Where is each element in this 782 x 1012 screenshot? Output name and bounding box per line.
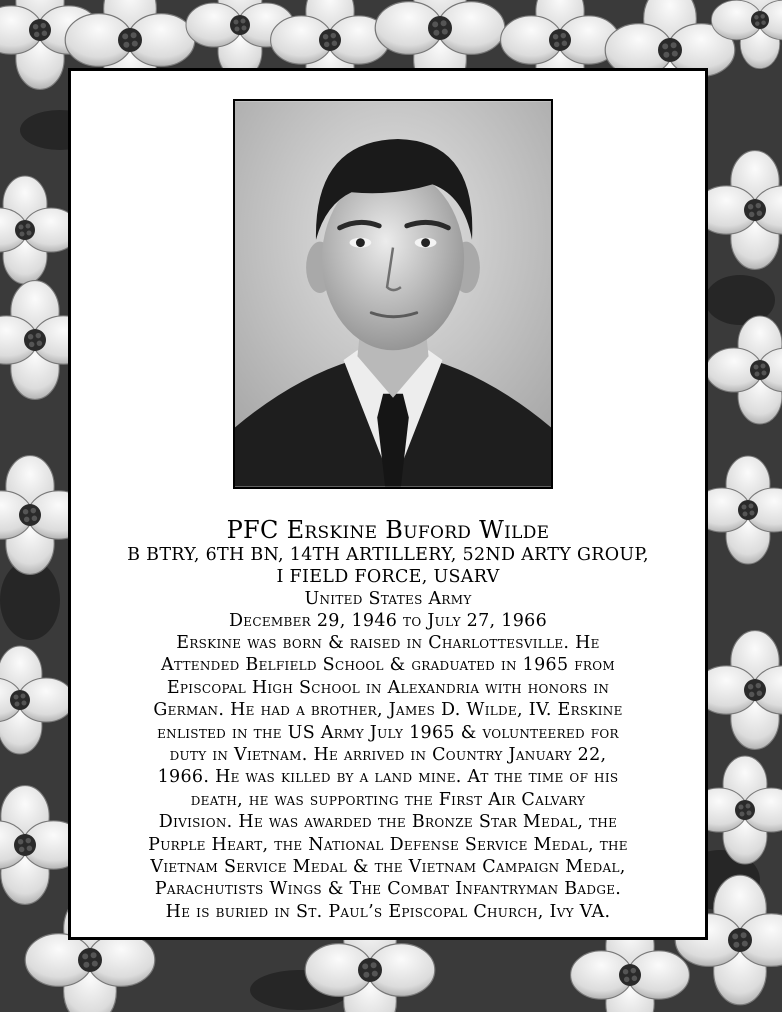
bio-line: Vietnam Service Medal & the Vietnam Campaign Medal, <box>150 857 626 878</box>
bio-line: enlisted in the US Army July 1965 & volunteered for <box>157 722 619 743</box>
bio-line: 1966. He was killed by a land mine. At the time of his <box>157 767 619 788</box>
bio-line: death, he was supporting the First Air Calvary <box>190 789 586 810</box>
biography <box>81 632 695 923</box>
life-dates: December 29, 1946 to July 27, 1966 <box>228 611 548 631</box>
bio-line: duty in Vietnam. He arrived in Country January 22, <box>169 745 607 766</box>
memorial-panel <box>68 68 708 940</box>
unit-line-2: I FIELD FORCE, USARV <box>276 567 500 587</box>
soldier-name: PFC Erskine Buford Wilde <box>226 516 550 544</box>
memorial-text <box>81 517 695 923</box>
bio-line: He is buried in St. Paul’s Episcopal Church, Ivy VA. <box>165 901 611 922</box>
bio-line: Division. He was awarded the Bronze Star Medal, the <box>158 812 618 833</box>
bio-line: Erskine was born & raised in Charlottesville. He <box>176 633 600 653</box>
portrait-photo-art <box>235 101 551 487</box>
bio-line: Purple Heart, the National Defense Service Medal, the <box>148 834 628 855</box>
service-branch: United States Army <box>304 589 472 609</box>
unit-line-1: B BTRY, 6TH BN, 14TH ARTILLERY, 52ND ARTY GROUP, <box>127 545 649 565</box>
bio-line: German. He had a brother, James D. Wilde, IV. Erskine <box>153 700 623 721</box>
portrait-photo <box>233 99 553 489</box>
bio-line: Attended Belfield School & graduated in 1965 from <box>161 655 615 676</box>
bio-line: Parachutists Wings & The Combat Infantryman Badge. <box>154 879 622 900</box>
bio-line: Episcopal High School in Alexandria with honors in <box>166 677 610 698</box>
